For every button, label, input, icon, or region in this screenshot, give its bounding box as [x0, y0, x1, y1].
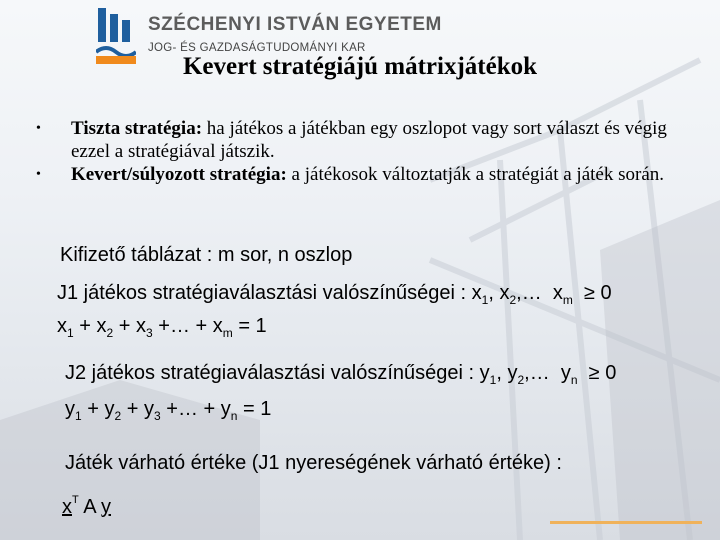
faculty-name: JOG- ÉS GAZDASÁGTUDOMÁNYI KAR — [148, 42, 366, 54]
player1-probabilities-formula: J1 játékos stratégiaválasztási valószínűségei : $x_1$, $x_2,\dots$ $x_m \ge 0$ — [57, 282, 612, 307]
payoff-table-formula: Kifizető táblázat : m sor, n oszlop — [60, 244, 353, 266]
condition: ≥ 0 — [588, 362, 617, 384]
sum-equals: = 1 — [238, 315, 267, 337]
var: x — [471, 282, 482, 304]
sub: 1 — [67, 326, 74, 340]
var: y — [507, 362, 518, 384]
bullet-item-mixed-strategy — [36, 163, 686, 186]
sum-equals: = 1 — [243, 398, 272, 420]
bullet-text: ha játékos a játékban egy oszlopot vagy sort választ és végig ezzel a stratégiával játszik. — [71, 118, 667, 162]
var: x — [96, 315, 107, 337]
sub: 1 — [481, 293, 489, 307]
bullet-text: a játékosok változtatják a stratégiát a játék során. — [286, 164, 665, 185]
var: x — [57, 315, 67, 337]
formula-label: J1 játékos stratégiaválasztási valószínűségei : — [57, 282, 467, 304]
var: y — [220, 398, 231, 420]
sub: 2 — [509, 293, 517, 307]
var: x — [552, 282, 563, 304]
plus: + — [203, 398, 216, 420]
bullet-list — [36, 117, 686, 186]
ellipsis: … — [521, 282, 542, 304]
sub: 1 — [75, 409, 82, 423]
var: y — [560, 362, 571, 384]
sub: 3 — [146, 326, 153, 340]
vector-y: y — [101, 496, 111, 518]
var: y — [479, 362, 490, 384]
ellipsis: … — [529, 362, 550, 384]
var: y — [65, 398, 75, 420]
player2-probabilities-formula: J2 játékos stratégiaválasztási valószínűségei : $y_1$, $y_2,\dots$ $y_n \ge 0$ — [65, 362, 617, 387]
sub: n — [570, 373, 578, 387]
var: x — [212, 315, 223, 337]
matrix-a: A — [83, 496, 96, 518]
ellipsis: … — [177, 398, 198, 420]
sub: n — [230, 409, 238, 423]
condition: ≥ 0 — [583, 282, 612, 304]
plus: + — [79, 315, 91, 337]
expected-value-formula: Játék várható értéke (J1 nyereségének várható értéke) : — [65, 452, 562, 474]
var: x — [136, 315, 146, 337]
bullet-item-pure-strategy — [36, 117, 686, 163]
bullet-symbol: • — [36, 167, 41, 182]
var: y — [144, 398, 154, 420]
footer-accent-line — [550, 521, 702, 524]
university-name: SZÉCHENYI ISTVÁN EGYETEM — [148, 14, 442, 35]
bullet-symbol: • — [36, 121, 41, 136]
var: y — [104, 398, 115, 420]
expected-value-expression — [62, 494, 111, 519]
sub: 2 — [106, 326, 114, 340]
ellipsis: … — [169, 315, 190, 337]
plus: + — [87, 398, 99, 420]
player2-sum-formula — [65, 398, 271, 423]
plus: + — [118, 315, 131, 337]
vector-x: x — [62, 496, 72, 518]
sub: 2 — [114, 409, 122, 423]
plus: + — [158, 315, 170, 337]
transpose-mark: T — [72, 494, 79, 506]
plus: + — [166, 398, 178, 420]
sub: m — [222, 326, 233, 340]
slide-title: Kevert stratégiájú mátrixjátékok — [182, 53, 538, 80]
bullet-term: Tiszta stratégia: — [71, 118, 203, 139]
plus: + — [126, 398, 139, 420]
formula-label: J2 játékos stratégiaválasztási valószínűségei : — [65, 362, 475, 384]
sub: 1 — [489, 373, 497, 387]
plus: + — [195, 315, 208, 337]
sub: m — [562, 293, 573, 307]
bullet-term: Kevert/súlyozott stratégia: — [71, 164, 287, 185]
player1-sum-formula — [57, 315, 267, 340]
sub: 2 — [517, 373, 525, 387]
sub: 3 — [154, 409, 161, 423]
var: x — [499, 282, 510, 304]
